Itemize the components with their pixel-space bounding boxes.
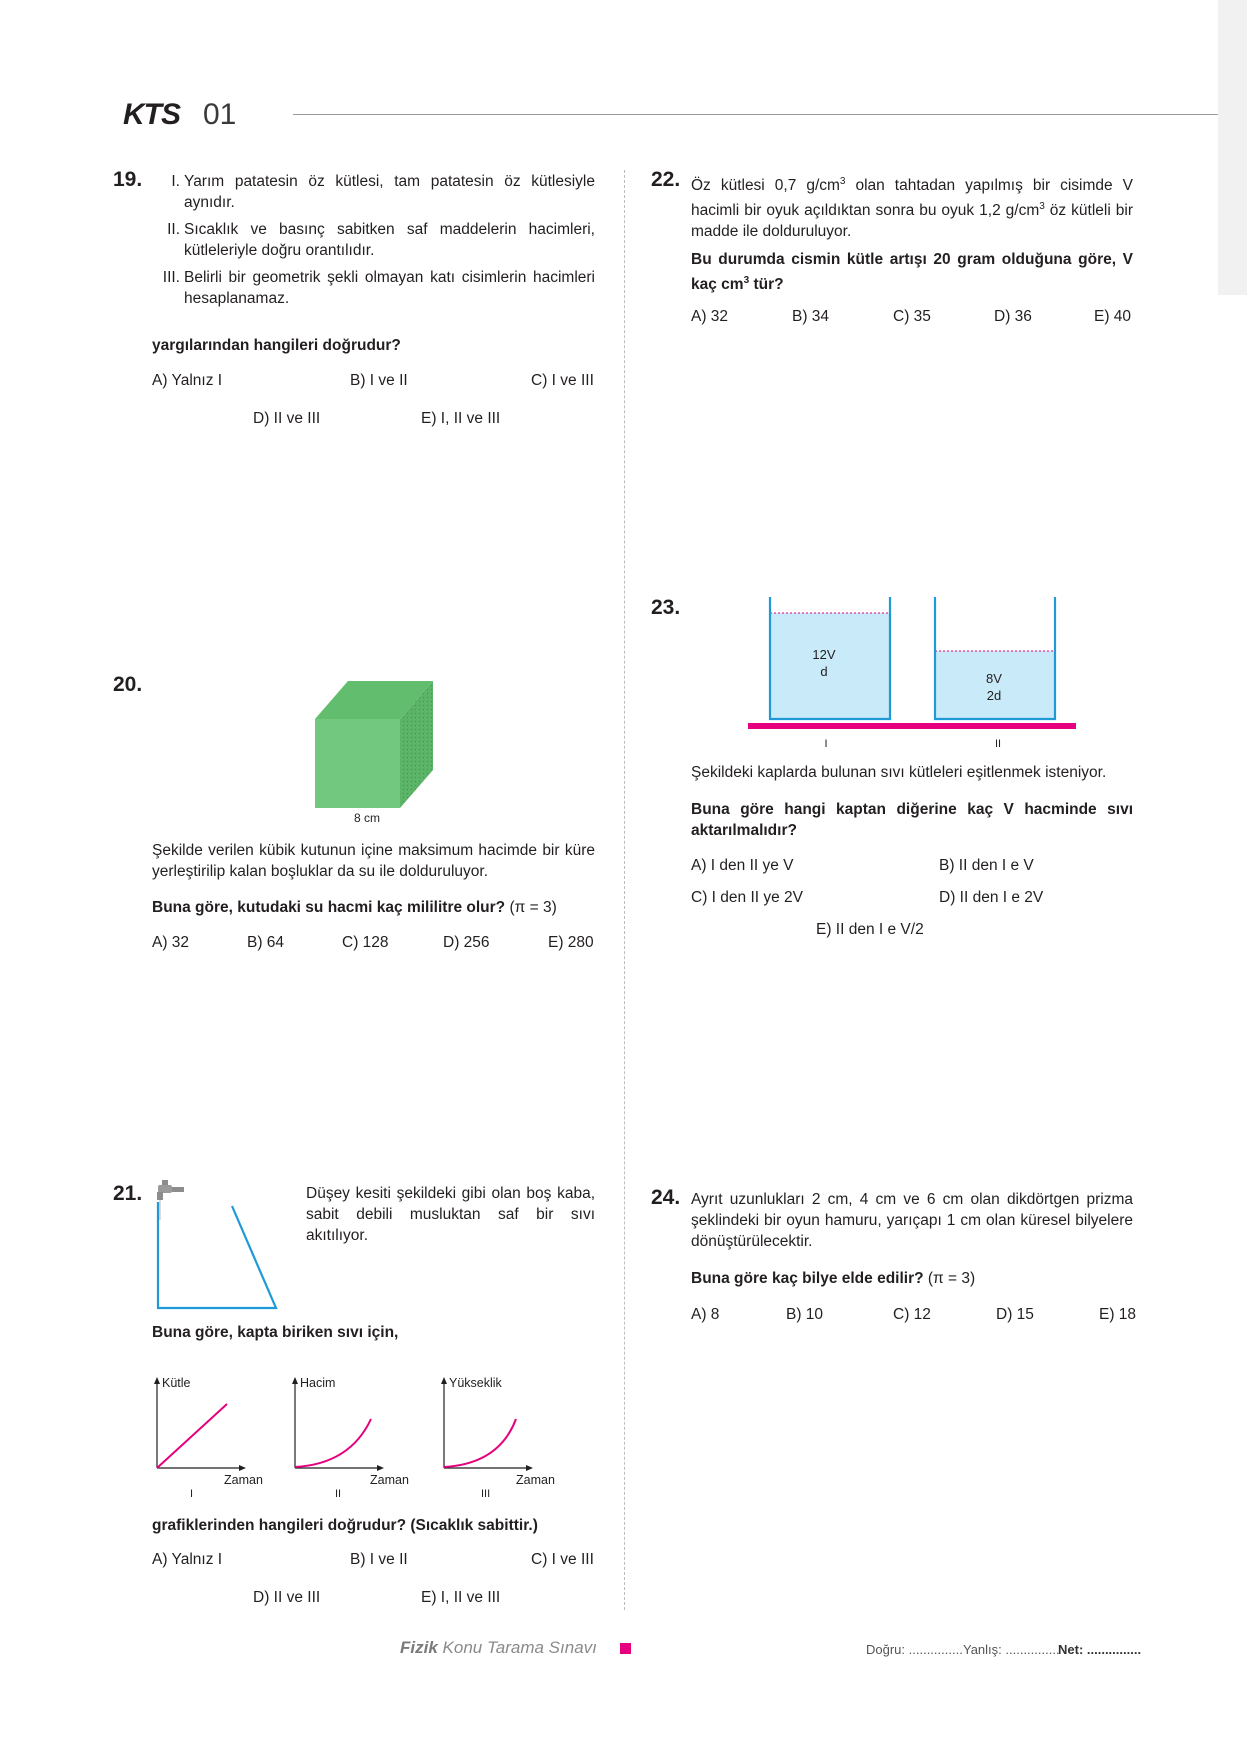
q21-text: Düşey kesiti şekildeki gibi olan boş kaba, sabit debili musluktan saf bir sıvı akıtılıyor. — [306, 1185, 595, 1244]
header-rule — [293, 114, 1218, 115]
q23-text: Şekildeki kaplarda bulunan sıvı kütleleri eşitlenmek isteniyor. — [691, 764, 1107, 781]
footer-square-icon — [620, 1643, 631, 1654]
q20-option-a[interactable]: A) 32 — [152, 934, 190, 951]
q19-statement-1-text: Yarım patatesin öz kütlesi, tam patatesin öz kütlesiyle aynıdır. — [184, 173, 595, 211]
q24-question — [691, 1268, 1141, 1289]
q24-option-d[interactable]: D) 15 — [996, 1306, 1034, 1323]
q24-question-text: Buna göre kaç bilye elde edilir? — [691, 1270, 924, 1287]
container-2-density: 2d — [986, 688, 1002, 703]
q19-statements — [152, 171, 595, 309]
q21-option-b[interactable]: B) I ve II — [350, 1551, 408, 1568]
q22-question — [691, 249, 1133, 295]
q21-option-d[interactable]: D) II ve III — [253, 1589, 321, 1606]
q23-option-d[interactable]: D) II den I e 2V — [939, 889, 1044, 906]
graph-1-ylabel: Kütle — [162, 1376, 191, 1390]
q21-option-a[interactable]: A) Yalnız I — [152, 1551, 223, 1568]
q21-lead: Buna göre, kapta biriken sıvı için, — [152, 1324, 399, 1341]
side-strip — [1218, 0, 1247, 295]
q21-graph-3 — [437, 1376, 567, 1500]
q24-number: 24. — [651, 1186, 681, 1209]
q22-option-b[interactable]: B) 34 — [792, 308, 830, 325]
score-wrong: Yanlış: ............... — [963, 1642, 1060, 1657]
column-divider — [624, 170, 625, 1610]
q21-option-c[interactable]: C) I ve III — [531, 1551, 594, 1568]
q24-question-note: (π = 3) — [927, 1270, 976, 1287]
q24-option-b[interactable]: B) 10 — [786, 1306, 824, 1323]
q23-option-e[interactable]: E) II den I e V/2 — [816, 921, 924, 938]
test-number: 01 — [203, 98, 237, 131]
q23-option-b[interactable]: B) II den I e V — [939, 857, 1034, 874]
faucet-icon — [157, 1180, 184, 1220]
q21-question: grafiklerinden hangileri doğrudur? (Sıcaklık sabittir.) — [152, 1517, 538, 1534]
graph-3-xlabel: Zaman — [516, 1473, 555, 1487]
q20-option-b[interactable]: B) 64 — [247, 934, 285, 951]
q20-text: Şekilde verilen kübik kutunun içine maksimum hacimde bir küre yerleştirilip kalan boşluklar da su ile dolduruluyor. — [152, 842, 595, 880]
base-bar — [748, 723, 1076, 729]
q21-option-e[interactable]: E) I, II ve III — [421, 1589, 501, 1606]
q21-graph-1 — [150, 1376, 270, 1500]
q24-option-c[interactable]: C) 12 — [893, 1306, 931, 1323]
q22-text-c: öz kütleli bir madde ile dolduruluyor. — [691, 202, 1133, 241]
q20-question-note: (π = 3) — [509, 899, 557, 916]
q20-question — [152, 897, 612, 918]
container-2-volume: 8V — [986, 671, 1002, 686]
q19-statement-3 — [152, 267, 595, 309]
q19-number: 19. — [113, 168, 143, 191]
q22-option-a[interactable]: A) 32 — [691, 308, 729, 325]
graph-3-curve — [444, 1419, 516, 1467]
q21-graph-2 — [288, 1376, 418, 1500]
score-net: Net: ............... — [1058, 1642, 1142, 1657]
graph-2-roman: II — [335, 1488, 342, 1500]
q23-number: 23. — [651, 596, 681, 619]
graph-1-curve — [157, 1404, 227, 1468]
graph-1-roman: I — [190, 1488, 194, 1500]
q19-statement-1 — [152, 171, 595, 213]
q23-question: Buna göre hangi kaptan diğerine kaç V hacminde sıvı aktarılmalıdır? — [691, 801, 1133, 839]
brand-title: KTS — [123, 98, 180, 131]
q20-option-e[interactable]: E) 280 — [548, 934, 594, 951]
container-2-roman: II — [994, 738, 1002, 750]
q19-option-e[interactable]: E) I, II ve III — [421, 410, 501, 427]
container-1-volume: 12V — [812, 647, 836, 662]
q20-cube-label: 8 cm — [353, 811, 381, 825]
q20-option-d[interactable]: D) 256 — [443, 934, 490, 951]
graph-2-xlabel: Zaman — [370, 1473, 409, 1487]
container-outline — [158, 1202, 276, 1308]
container-1-roman: I — [824, 738, 828, 750]
graph-3-roman: III — [481, 1488, 491, 1500]
q20-option-c[interactable]: C) 128 — [342, 934, 389, 951]
q24-option-e[interactable]: E) 18 — [1099, 1306, 1137, 1323]
q22-question-a: Bu durumda cismin kütle artışı 20 gram olduğuna göre, V kaç cm — [691, 251, 1133, 294]
q19-roman-3: III. — [162, 269, 180, 286]
q22-question-sup: 3 — [743, 275, 750, 286]
q22-number: 22. — [651, 168, 681, 191]
container-1-density: d — [820, 664, 828, 679]
q22-text-a: Öz kütlesi 0,7 g/cm — [691, 177, 840, 195]
q22-option-c[interactable]: C) 35 — [893, 308, 931, 325]
q22-text — [691, 171, 1133, 242]
q22-sup-2: 3 — [1039, 201, 1045, 213]
q20-cube-figure — [310, 676, 440, 825]
q24-text: Ayrıt uzunlukları 2 cm, 4 cm ve 6 cm olan dikdörtgen prizma şeklindeki bir oyun hamuru, yarıçapı 1 cm olan küresel bilyelere dönüştürülecektir. — [691, 1191, 1133, 1250]
q19-roman-2: II. — [167, 221, 180, 238]
footer-title-text: Konu Tarama Sınavı — [437, 1638, 597, 1657]
q22-sup-1: 3 — [839, 176, 846, 187]
graph-1-xlabel: Zaman — [224, 1473, 263, 1487]
q22-option-d[interactable]: D) 36 — [994, 308, 1032, 325]
q19-option-c[interactable]: C) I ve III — [531, 372, 594, 389]
q22-option-e[interactable]: E) 40 — [1094, 308, 1132, 325]
cube-front-face — [315, 719, 400, 808]
q23-option-c[interactable]: C) I den II ye 2V — [691, 889, 803, 906]
q19-option-b[interactable]: B) I ve II — [350, 372, 408, 389]
score-correct: Doğru: ............... — [866, 1642, 963, 1657]
q19-statement-2 — [152, 219, 595, 261]
q20-number: 20. — [113, 673, 143, 696]
q21-container-figure — [150, 1178, 282, 1313]
q19-statement-2-text: Sıcaklık ve basınç sabitken saf maddelerin hacimleri, kütleleriyle doğru orantılıdır. — [184, 221, 595, 259]
q22-question-b: tür? — [749, 276, 784, 294]
q23-option-a[interactable]: A) I den II ye V — [691, 857, 794, 874]
q19-option-a[interactable]: A) Yalnız I — [152, 372, 223, 389]
q19-roman-1: I. — [171, 173, 180, 190]
graph-3-ylabel: Yükseklik — [449, 1376, 502, 1390]
q19-statement-3-text: Belirli bir geometrik şekli olmayan katı cisimlerin hacimleri hesaplanamaz. — [184, 269, 595, 307]
q22-text-b: olan tahtadan yapılmış bir cisimde V hacimli bir oyuk açıldıktan sonra bu oyuk 1,2 g/cm — [691, 177, 1134, 220]
q23-containers-figure — [740, 594, 1080, 754]
q20-question-text: Buna göre, kutudaki su hacmi kaç mililitre olur? — [152, 899, 506, 916]
q19-option-d[interactable]: D) II ve III — [253, 410, 321, 427]
container-1-water — [770, 613, 890, 719]
footer-title — [400, 1638, 597, 1658]
q21-number: 21. — [113, 1182, 143, 1205]
graph-2-ylabel: Hacim — [300, 1376, 336, 1390]
q19-question: yargılarından hangileri doğrudur? — [152, 337, 401, 354]
graph-2-curve — [295, 1419, 371, 1467]
footer-subject: Fizik — [400, 1638, 438, 1657]
q24-option-a[interactable]: A) 8 — [691, 1306, 720, 1323]
